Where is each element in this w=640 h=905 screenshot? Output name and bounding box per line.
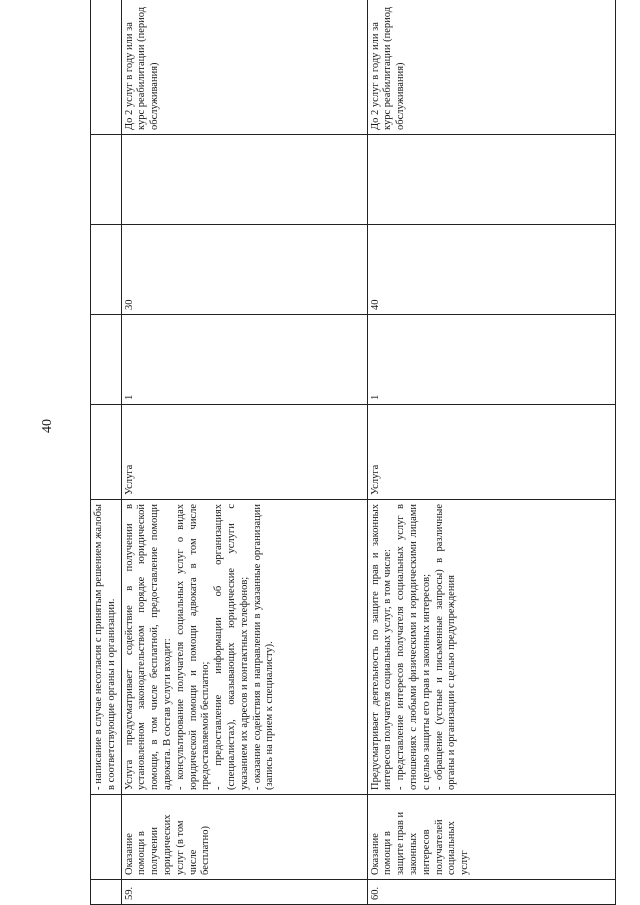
- service-description: [121, 500, 367, 795]
- service-period: До 2 услуг в году или за курс реабилитации (период обслуживания): [121, 0, 367, 135]
- description-line: - предоставление информации об организациях (специалистах), оказывающих юридические услуги с указанием их адресов и контактных телефонов;: [213, 504, 250, 790]
- description-line: Услуга предусматривает содействие в получении в установленном законодательством порядке юридической помощи, в том числе бесплатной, предоставление помощи адвоката. В состав услуги входит:: [123, 504, 173, 790]
- description-tail: - написание в случае несогласия с принятым решением жалобы в соответствующие органы и организации.: [93, 504, 117, 790]
- service-duration: 1: [121, 315, 367, 405]
- cell-num: [91, 880, 122, 905]
- cell-blank: [367, 135, 615, 225]
- rotated-page: [90, 0, 606, 905]
- cell-form: [91, 405, 122, 500]
- cell-quantity: [91, 225, 122, 315]
- service-form: Услуга: [367, 405, 615, 500]
- row-number: 60.: [367, 880, 615, 905]
- cell-description: [91, 500, 122, 795]
- cell-blank: [91, 135, 122, 225]
- table-row: [121, 0, 367, 905]
- table-row: [91, 0, 122, 905]
- cell-period: [91, 0, 122, 135]
- service-form: Услуга: [121, 405, 367, 500]
- service-period: До 2 услуг в году или за курс реабилитации (период обслуживания): [367, 0, 615, 135]
- service-name: Оказание помощи в получении юридических услуг (в том числе бесплатно): [121, 795, 367, 880]
- row-number: 59.: [121, 880, 367, 905]
- description-line: Предусматривает деятельность по защите прав и законных интересов получателя социальных услуг, в том числе:: [369, 504, 394, 790]
- service-duration: 1: [367, 315, 615, 405]
- description-line: - оказание содействия в направлении в указанные организации (запись на прием к специалисту).: [251, 504, 276, 790]
- service-quantity: 30: [121, 225, 367, 315]
- service-name: Оказание помощи в защите прав и законных интересов получателей социальных услуг: [367, 795, 615, 880]
- service-description: [367, 500, 615, 795]
- cell-name: [91, 795, 122, 880]
- page-number: 40: [40, 419, 55, 433]
- services-table-wrapper: [90, 0, 606, 905]
- cell-blank: [121, 135, 367, 225]
- description-line: - обращение (устные и письменные запросы) в различные органы и организации с целью предупреждения: [433, 504, 458, 790]
- services-table: [90, 0, 616, 905]
- table-row: [367, 0, 615, 905]
- service-quantity: 40: [367, 225, 615, 315]
- cell-duration: [91, 315, 122, 405]
- description-line: - консультирование получателя социальных услуг о видах юридической помощи и помощи адвоката в том числе предоставляемой бесплатно;: [174, 504, 212, 790]
- description-line: - представление интересов получателя социальных услуг в отношениях с любыми физическими и юридическими лицами с целью защиты его прав и законных интересов;: [395, 504, 432, 790]
